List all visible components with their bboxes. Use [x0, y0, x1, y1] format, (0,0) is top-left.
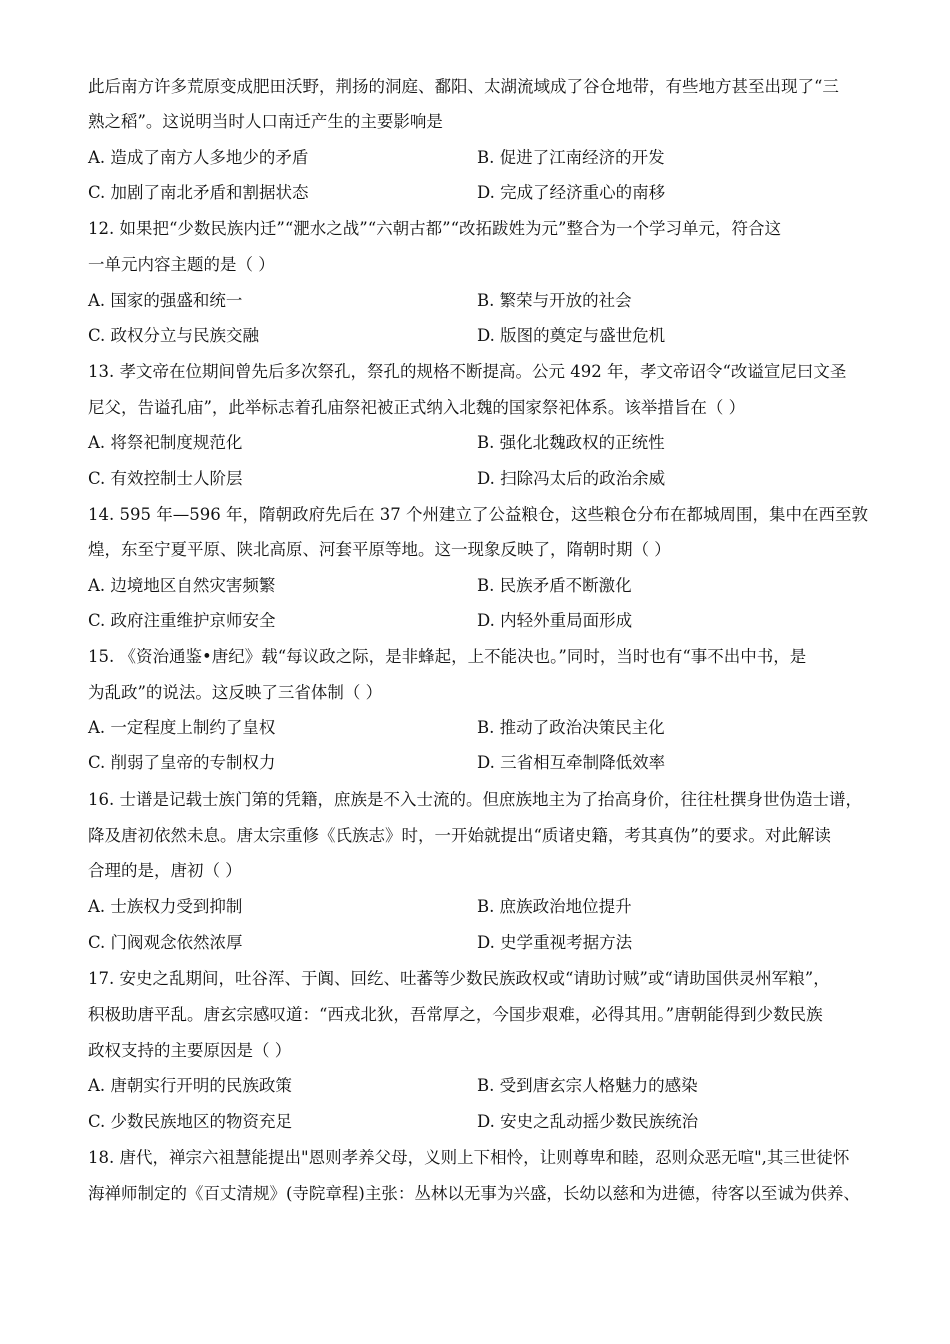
question-17-option-a: A. 唐朝实行开明的民族政策 [88, 1076, 292, 1095]
question-18-stem-line: 海禅师制定的《百丈清规》(寺院章程)主张：丛林以无事为兴盛，长幼以慈和为进德，待客以至诚为供养、 [88, 1184, 860, 1203]
question-14-option-b: B. 民族矛盾不断激化 [477, 576, 632, 595]
question-16-option-b: B. 庶族政治地位提升 [477, 897, 632, 916]
question-16-stem-line: 16. 士谱是记载士族门第的凭籍，庶族是不入士流的。但庶族地主为了抬高身价，往往杜撰身世伪造士谱， [88, 790, 862, 809]
question-18-stem-line: 18. 唐代，禅宗六祖慧能提出"恩则孝养父母，义则上下相怜，让则尊卑和睦，忍则众恶无喧",其三世徒怀 [88, 1148, 850, 1167]
question-11-option-a: A. 造成了南方人多地少的矛盾 [88, 148, 309, 167]
question-16-stem-line: 合理的是，唐初（ ） [88, 861, 242, 880]
question-13-option-b: B. 强化北魏政权的正统性 [477, 433, 665, 452]
question-17-option-d: D. 安史之乱动摇少数民族统治 [477, 1112, 699, 1131]
question-15-option-d: D. 三省相互牵制降低效率 [477, 753, 666, 772]
question-17-stem-line: 17. 安史之乱期间，吐谷浑、于阗、回纥、吐蕃等少数民族政权或“请助讨贼”或“请助国供灵州军粮”， [88, 969, 830, 988]
question-15-option-c: C. 削弱了皇帝的专制权力 [88, 753, 276, 772]
question-11-stem-line: 熟之稻”。这说明当时人口南迁产生的主要影响是 [88, 112, 443, 131]
question-15-option-b: B. 推动了政治决策民主化 [477, 718, 665, 737]
question-12-stem-line: 12. 如果把“少数民族内迁”“淝水之战”“六朝古都”“改拓跋姓为元”整合为一个学习单元，符合这 [88, 219, 781, 238]
question-17-stem-line: 积极助唐平乱。唐玄宗感叹道：“西戎北狄，吾常厚之，今国步艰难，必得其用。”唐朝能得到少数民族 [88, 1005, 823, 1024]
question-13-option-d: D. 扫除冯太后的政治余威 [477, 469, 666, 488]
question-17-stem-line: 政权支持的主要原因是（ ） [88, 1041, 292, 1060]
question-11-option-b: B. 促进了江南经济的开发 [477, 148, 665, 167]
question-17-option-b: B. 受到唐玄宗人格魅力的感染 [477, 1076, 698, 1095]
question-12-option-c: C. 政权分立与民族交融 [88, 326, 260, 345]
question-16-option-a: A. 士族权力受到抑制 [88, 897, 243, 916]
question-13-option-c: C. 有效控制士人阶层 [88, 469, 243, 488]
question-16-option-d: D. 史学重视考据方法 [477, 933, 633, 952]
question-16-stem-line: 降及唐初依然未息。唐太宗重修《氏族志》时，一开始就提出“质诸史籍，考其真伪”的要求。对此解读 [88, 826, 831, 845]
question-15-option-a: A. 一定程度上制约了皇权 [88, 718, 276, 737]
question-14-option-a: A. 边境地区自然灾害频繁 [88, 576, 276, 595]
question-16-option-c: C. 门阀观念依然浓厚 [88, 933, 243, 952]
question-13-stem-line: 13. 孝文帝在位期间曾先后多次祭孔，祭孔的规格不断提高。公元 492 年，孝文帝诏令“改谥宣尼曰文圣 [88, 362, 847, 381]
question-12-option-b: B. 繁荣与开放的社会 [477, 291, 632, 310]
question-13-stem-line: 尼父，告谥孔庙”，此举标志着孔庙祭祀被正式纳入北魏的国家祭祀体系。该举措旨在（ ） [88, 398, 746, 417]
question-13-option-a: A. 将祭祀制度规范化 [88, 433, 243, 452]
question-15-stem-line: 为乱政”的说法。这反映了三省体制（ ） [88, 683, 383, 702]
question-15-stem-line: 15. 《资治通鉴•唐纪》载“每议政之际，是非蜂起，上不能决也。”同时，当时也有“事不出中书，是 [88, 647, 807, 666]
question-14-option-d: D. 内轻外重局面形成 [477, 611, 633, 630]
question-14-stem-line: 14. 595 年—596 年，隋朝政府先后在 37 个州建立了公益粮仓，这些粮仓分布在都城周围，集中在西至敦 [88, 505, 868, 524]
question-11-stem-line: 此后南方许多荒原变成肥田沃野，荆扬的洞庭、鄱阳、太湖流域成了谷仓地带，有些地方甚至出现了“三 [88, 77, 839, 96]
question-11-option-d: D. 完成了经济重心的南移 [477, 183, 666, 202]
question-14-stem-line: 煌，东至宁夏平原、陕北高原、河套平原等地。这一现象反映了，隋朝时期（ ） [88, 540, 671, 559]
question-14-option-c: C. 政府注重维护京师安全 [88, 611, 276, 630]
question-12-stem-line: 一单元内容主题的是（ ） [88, 255, 275, 274]
question-11-option-c: C. 加剧了南北矛盾和割据状态 [88, 183, 309, 202]
question-12-option-a: A. 国家的强盛和统一 [88, 291, 243, 310]
question-12-option-d: D. 版图的奠定与盛世危机 [477, 326, 666, 345]
question-17-option-c: C. 少数民族地区的物资充足 [88, 1112, 293, 1131]
